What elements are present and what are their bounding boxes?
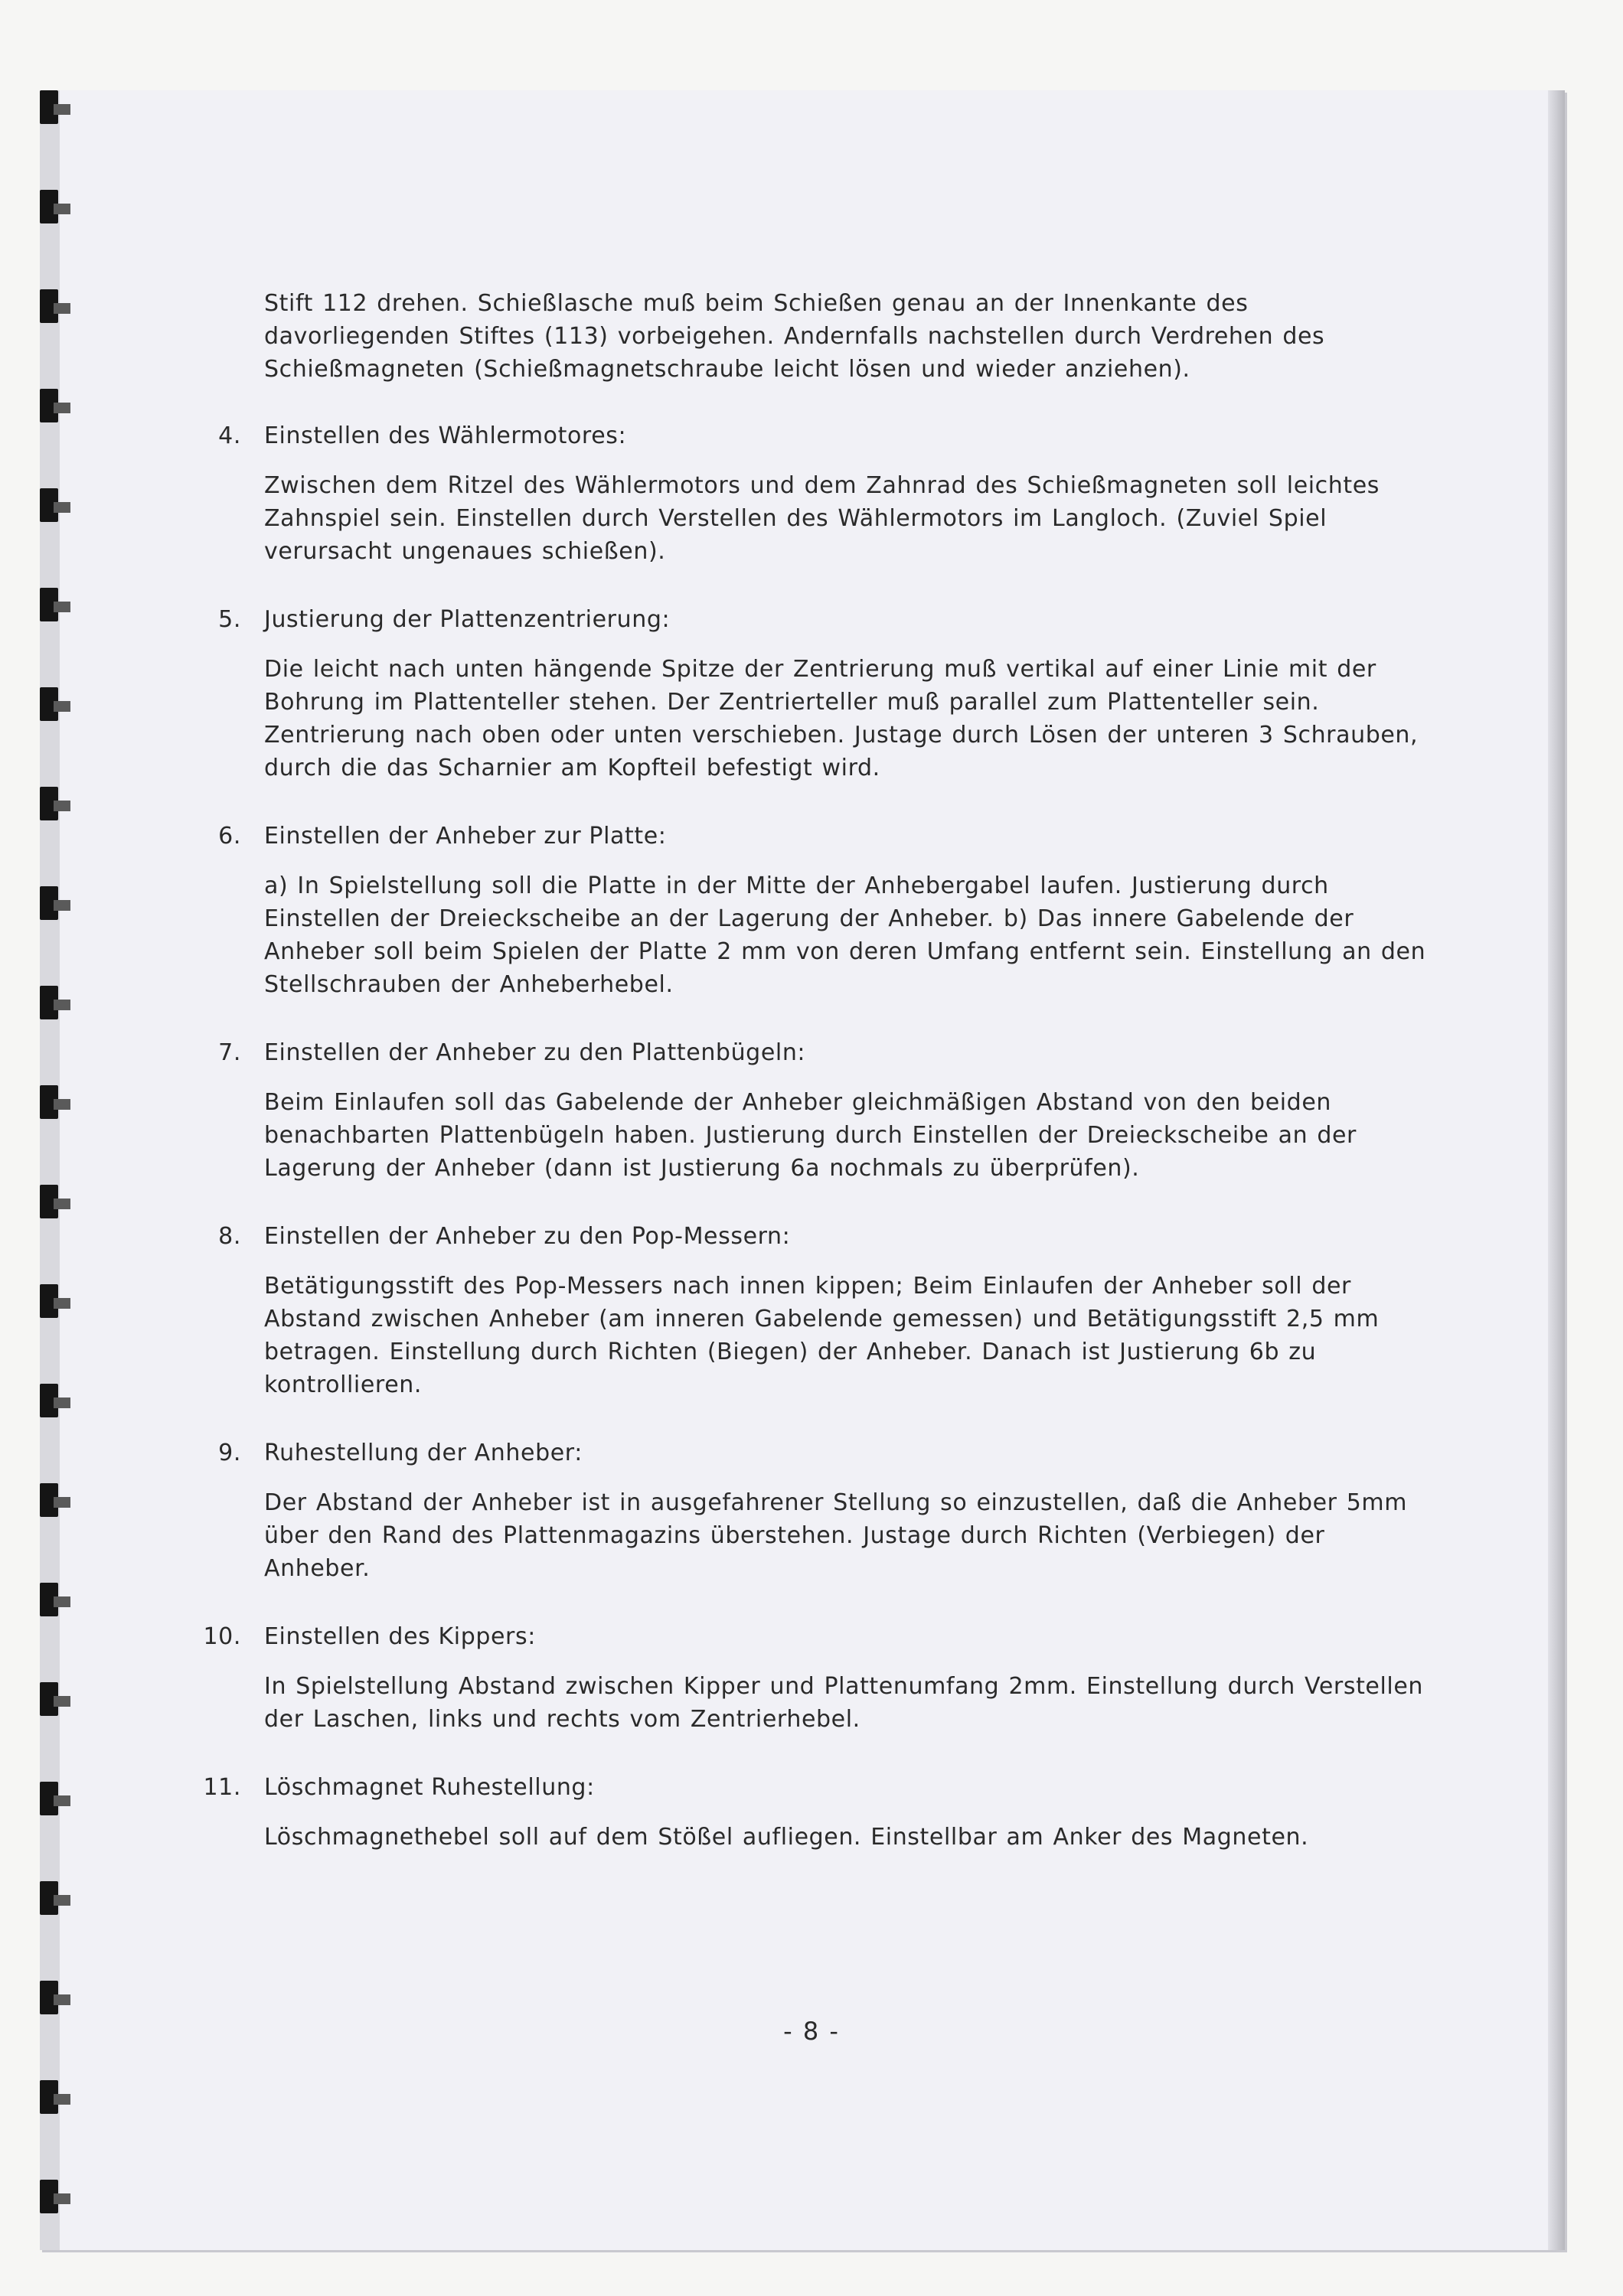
binding-ring bbox=[40, 1881, 58, 1915]
item-title: Einstellen des Kippers: bbox=[264, 1623, 536, 1650]
binding-ring bbox=[40, 1185, 58, 1218]
item-number: 5. bbox=[218, 606, 241, 633]
binding-ring bbox=[40, 389, 58, 422]
binding-ring bbox=[40, 1981, 58, 2014]
item-body: Die leicht nach unten hängende Spitze der Zentrierung muß vertikal auf einer Linie mit der Bohrung im Plattenteller stehen. Der Zentrierteller muß parallel zum Plattenteller sein. Zentrierung nach oben oder unten verschieben. Justage durch Lösen der unteren 3 Schrauben, durch die das Scharnier am Kopfteil befestigt wird. bbox=[264, 656, 1419, 781]
page-number: - 8 - bbox=[783, 2017, 840, 2046]
intro-paragraph: Stift 112 drehen. Schießlasche muß beim Schießen genau an der Innenkante des davorliegenden Stiftes (113) vorbeigehen. Andernfalls nachstellen durch Verdrehen des Schießmagneten (Schießmagnetschraube leicht lösen und wieder anziehen). bbox=[264, 290, 1325, 383]
binding-ring bbox=[40, 1384, 58, 1417]
item-title: Einstellen des Wählermotores: bbox=[264, 422, 627, 449]
item-number: 6. bbox=[218, 823, 241, 850]
binding-ring bbox=[40, 289, 58, 323]
document-body bbox=[203, 287, 1428, 1889]
binding-ring bbox=[40, 1483, 58, 1517]
binding-ring bbox=[40, 1782, 58, 1815]
item-title: Einstellen der Anheber zur Platte: bbox=[264, 823, 667, 850]
binding-ring bbox=[40, 1583, 58, 1616]
binding-ring bbox=[40, 90, 58, 124]
binding-ring bbox=[40, 1284, 58, 1318]
list-item bbox=[218, 1036, 1428, 1185]
item-body: Betätigungsstift des Pop-Messers nach innen kippen; Beim Einlaufen der Anheber soll der Abstand zwischen Anheber (am inneren Gabelende gemessen) und Betätigungsstift 2,5 mm betragen. Einstellung durch Richten (Biegen) der Anheber. Danach ist Justierung 6b zu kontrollieren. bbox=[264, 1273, 1380, 1398]
binding-ring bbox=[40, 1682, 58, 1716]
item-number: 8. bbox=[218, 1223, 241, 1250]
binding-ring bbox=[40, 886, 58, 920]
list-item bbox=[203, 1771, 1428, 1854]
item-number: 7. bbox=[218, 1039, 241, 1066]
item-body: In Spielstellung Abstand zwischen Kipper und Plattenumfang 2mm. Einstellung durch Verstellen der Laschen, links und rechts vom Zentrierhebel. bbox=[264, 1673, 1424, 1733]
list-item bbox=[203, 1620, 1428, 1736]
list-item bbox=[218, 820, 1428, 1001]
item-title: Löschmagnet Ruhestellung: bbox=[264, 1774, 595, 1801]
item-number: 11. bbox=[203, 1774, 241, 1801]
list-item bbox=[218, 603, 1428, 784]
list-item bbox=[218, 1437, 1428, 1585]
item-title: Ruhestellung der Anheber: bbox=[264, 1440, 583, 1466]
item-body: Der Abstand der Anheber ist in ausgefahrener Stellung so einzustellen, daß die Anheber 5mm über den Rand des Plattenmagazins überstehen. Justage durch Richten (Verbiegen) der Anheber. bbox=[264, 1489, 1408, 1582]
item-body: Zwischen dem Ritzel des Wählermotors und dem Zahnrad des Schießmagneten soll leichtes Zahnspiel sein. Einstellen durch Verstellen des Wählermotors im Langloch. (Zuviel Spiel verursacht ungenaues schießen). bbox=[264, 472, 1380, 565]
item-body: Löschmagnethebel soll auf dem Stößel aufliegen. Einstellbar am Anker des Magneten. bbox=[264, 1824, 1309, 1851]
item-title: Justierung der Plattenzentrierung: bbox=[264, 606, 671, 633]
item-body: Beim Einlaufen soll das Gabelende der Anheber gleichmäßigen Abstand von den beiden benachbarten Plattenbügeln haben. Justierung durch Einstellen der Dreieckscheibe an der Lagerung der Anheber (dann ist Justierung 6a nochmals zu überprüfen). bbox=[264, 1089, 1357, 1182]
list-item bbox=[218, 419, 1428, 568]
item-body: a) In Spielstellung soll die Platte in der Mitte der Anhebergabel laufen. Justierung durch Einstellen der Dreieckscheibe an der Lagerung der Anheber. b) Das innere Gabelende der Anheber soll beim Spielen der Platte 2 mm von deren Umfang entfernt sein. Einstellung an den Stellschrauben der Anheberhebel. bbox=[264, 872, 1426, 998]
binding-ring bbox=[40, 687, 58, 721]
item-number: 9. bbox=[218, 1440, 241, 1466]
binding-ring bbox=[40, 787, 58, 820]
spiral-binding bbox=[40, 90, 60, 2250]
binding-ring bbox=[40, 1085, 58, 1119]
binding-ring bbox=[40, 2180, 58, 2213]
binding-ring bbox=[40, 986, 58, 1019]
binding-ring bbox=[40, 488, 58, 522]
page-edge bbox=[1548, 90, 1565, 2250]
binding-ring bbox=[40, 588, 58, 621]
binding-ring bbox=[40, 190, 58, 223]
item-number: 4. bbox=[218, 422, 241, 449]
item-title: Einstellen der Anheber zu den Plattenbügeln: bbox=[264, 1039, 806, 1066]
binding-ring bbox=[40, 2080, 58, 2114]
item-title: Einstellen der Anheber zu den Pop-Messern: bbox=[264, 1223, 791, 1250]
list-item bbox=[218, 1220, 1428, 1401]
item-number: 10. bbox=[203, 1623, 241, 1650]
